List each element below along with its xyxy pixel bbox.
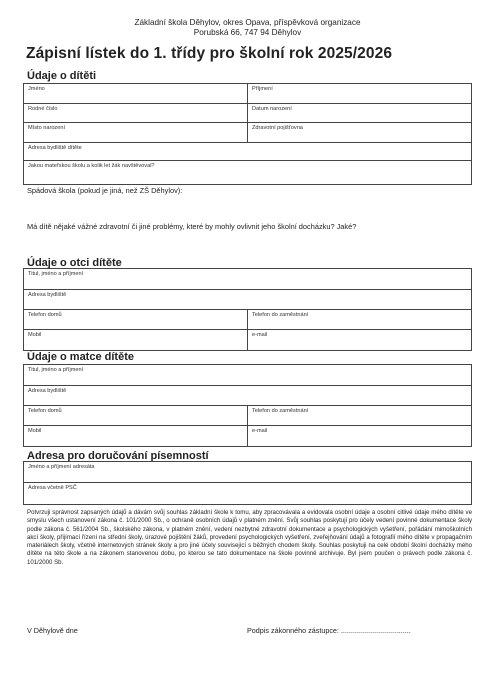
field-label: Adresa bydliště <box>28 388 67 394</box>
mother-mobile-field[interactable] <box>24 426 247 446</box>
child-address-field[interactable] <box>24 143 471 160</box>
mother-table <box>23 364 472 447</box>
field-label: Místo narození <box>28 125 65 131</box>
field-label: Příjmení <box>252 86 273 92</box>
field-label: e-mail <box>252 428 268 434</box>
form-title: Zápisní lístek do 1. třídy pro školní rok 2025/2026 <box>26 45 393 62</box>
father-home-phone-field[interactable] <box>24 310 247 329</box>
child-birthplace-field[interactable] <box>24 123 247 142</box>
place-date-label: V Děhylově dne <box>27 626 78 635</box>
field-label: Telefon do zaměstnání <box>252 312 309 318</box>
signature-line: Podpis zákonného zástupce: ................................... <box>247 626 411 635</box>
field-label: Rodné číslo <box>28 106 58 112</box>
father-name-field[interactable] <box>24 269 471 289</box>
field-label: Telefon do zaměstnání <box>252 408 309 414</box>
mother-address-field[interactable] <box>24 386 471 405</box>
child-birth-date-field[interactable] <box>247 104 471 122</box>
mother-heading: Údaje o matce dítěte <box>27 351 134 363</box>
father-work-phone-field[interactable] <box>247 310 471 329</box>
field-label: e-mail <box>252 332 268 338</box>
field-label: Telefon domů <box>28 312 62 318</box>
field-label: Adresa bydliště dítěte <box>28 145 82 151</box>
child-heading: Údaje o dítěti <box>27 70 97 82</box>
father-heading: Údaje o otci dítěte <box>27 257 122 269</box>
field-label: Telefon domů <box>28 408 62 414</box>
field-label: Jméno <box>28 86 45 92</box>
field-label: Titul, jméno a příjmení <box>28 271 84 277</box>
delivery-heading: Adresa pro doručování písemností <box>27 450 209 462</box>
child-first-name-field[interactable] <box>24 84 247 103</box>
school-header <box>0 18 495 38</box>
field-label: Zdravotní pojišťovna <box>252 125 303 131</box>
field-label: Mobil <box>28 332 42 338</box>
child-insurance-field[interactable] <box>247 123 471 142</box>
recipient-name-field[interactable] <box>24 462 471 482</box>
school-address: Porubská 66, 747 94 Děhylov <box>193 28 302 37</box>
delivery-table <box>23 461 472 505</box>
field-label: Adresa včetně PSČ <box>28 485 77 491</box>
kindergarten-field[interactable] <box>24 161 471 184</box>
catchment-school-question: Spádová škola (pokud je jiná, než ZŠ Děhylov): <box>27 186 183 195</box>
mother-email-field[interactable] <box>247 426 471 446</box>
recipient-address-field[interactable] <box>24 483 471 504</box>
father-mobile-field[interactable] <box>24 330 247 350</box>
mother-work-phone-field[interactable] <box>247 406 471 425</box>
field-label: Titul, jméno a příjmení <box>28 367 84 373</box>
mother-home-phone-field[interactable] <box>24 406 247 425</box>
consent-paragraph: Potvrzuji správnost zapsaných údajů a dávám svůj souhlas základní škole k tomu, aby zpracovávala a evidovala osobní údaje a osobní citlivé údaje mého dítěte ve smyslu všech ustanovení zákona č. 101/2000 Sb., o ochraně osobních údajů v platném znění. Svůj souhlas poskytuji pro účely vedení povinné dokumentace školy podle zákona č. 561/2004 Sb., školského zákona, v platném znění, vedení nezbytné zdravotní dokumentace a psychologických vyšetření, pořádání mimoškolních akcí školy, přijímací řízení na střední školy, úrazové pojištění žáků, provedení psychologických vyšetření, zveřejňování údajů a fotografií mého dítěte v propagačním materiálech školy, včetně internetových stránek školy a pro jiné účely související s běžných chodem školy. Souhlas poskytuji na celé období školní docházky mého dítěte na této škole a na zákonem stanovenou dobu, po kterou se tato dokumentace na škole povinně archivuje. Byl jsem poučen o právech podle zákona č. 101/2000 Sb. <box>27 509 472 566</box>
mother-name-field[interactable] <box>24 365 471 385</box>
health-question: Má dítě nějaké vážné zdravotní či jiné problémy, které by mohly ovlivnit jeho školní docházku? Jaké? <box>27 222 357 231</box>
field-label: Adresa bydliště <box>28 292 67 298</box>
father-table <box>23 268 472 351</box>
father-email-field[interactable] <box>247 330 471 350</box>
child-last-name-field[interactable] <box>247 84 471 103</box>
school-name: Základní škola Děhylov, okres Opava, příspěvková organizace <box>134 18 361 27</box>
child-birth-number-field[interactable] <box>24 104 247 122</box>
field-label: Mobil <box>28 428 42 434</box>
field-label: Jakou mateřskou školu a kolik let žák navštěvoval? <box>28 163 155 169</box>
field-label: Datum narození <box>252 106 292 112</box>
child-table <box>23 83 472 185</box>
field-label: Jméno a příjmení adresáta <box>28 464 95 470</box>
father-address-field[interactable] <box>24 290 471 309</box>
